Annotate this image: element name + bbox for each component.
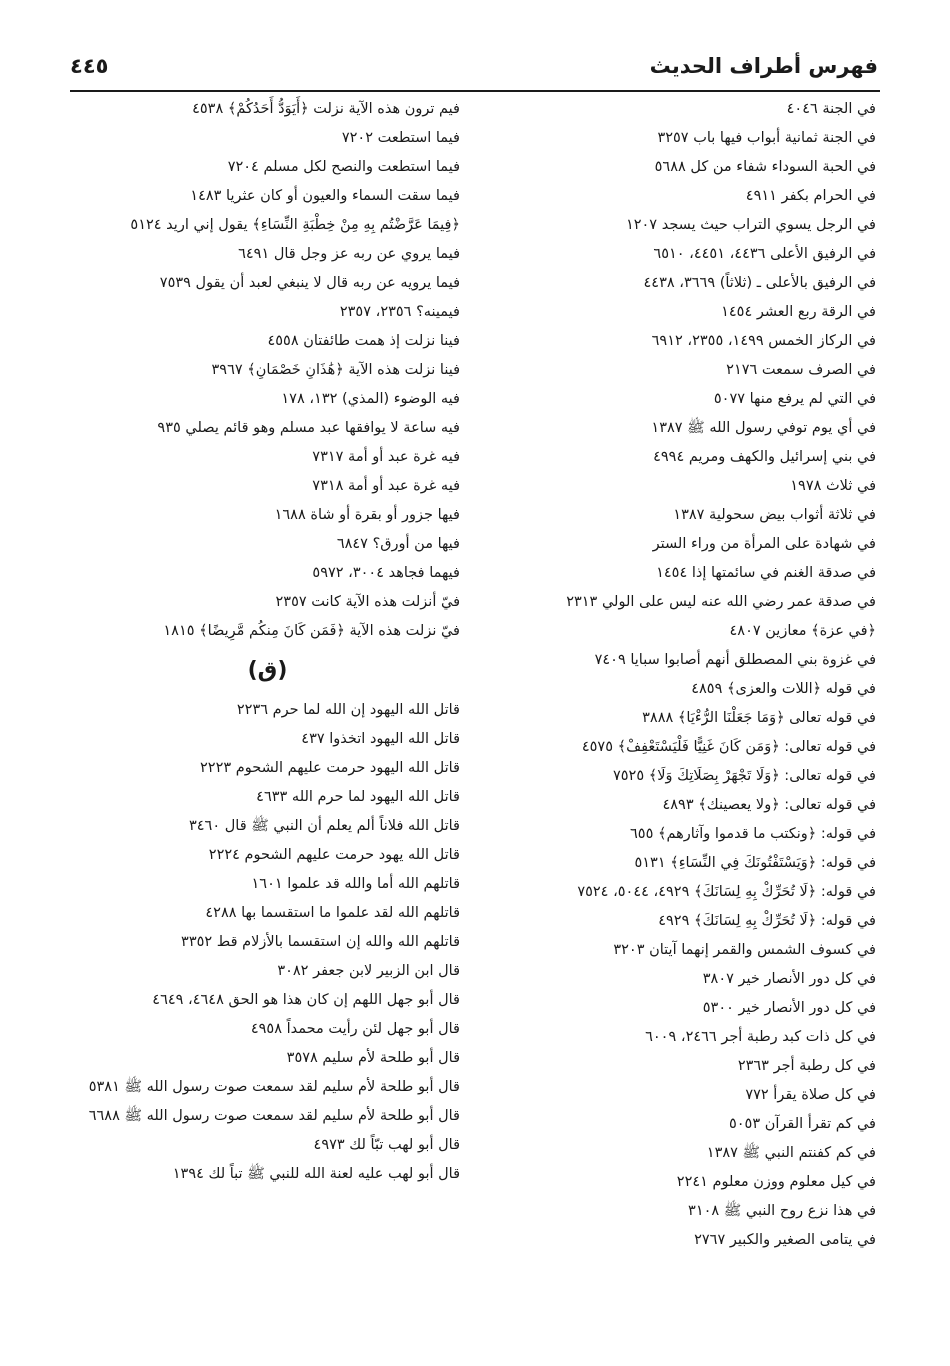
index-entry: فيها من أورق؟ ٦٨٤٧ — [336, 536, 460, 552]
index-entry: في كم كفنتم النبي ﷺ ١٣٨٧ — [706, 1145, 876, 1161]
index-entry: في كل ذات كبد رطبة أجر ٢٤٦٦، ٦٠٠٩ — [645, 1029, 876, 1045]
index-entry: في قوله تعالى ﴿وَمَا جَعَلْنَا الرُّءْيَا﴾ ٣٨٨٨ — [642, 710, 876, 726]
index-entry: قال أبو لهب عليه لعنة الله للنبي ﷺ تباً لك ١٣٩٤ — [172, 1166, 460, 1182]
page-number: ٤٤٥ — [70, 54, 109, 78]
index-entry: في يتامى الصغير والكبير ٢٧٦٧ — [694, 1232, 876, 1248]
index-entry: فيما يروي عن ربه عز وجل قال ٦٤٩١ — [238, 246, 460, 262]
index-entry: فيه الوضوء (المذي) ١٣٢، ١٧٨ — [281, 391, 460, 407]
index-entry: في التي لم يرفع منها ٥٠٧٧ — [713, 391, 876, 407]
index-entry: قال أبو لهب تبّاً لك ٤٩٧٣ — [313, 1137, 460, 1153]
index-entry: فيّ أنزلت هذه الآية كانت ٢٣٥٧ — [275, 594, 460, 610]
index-entry: في صدقة الغنم في سائمتها إذا ١٤٥٤ — [656, 565, 876, 581]
index-entry: قاتل الله اليهود حرمت عليهم الشحوم ٢٢٢٣ — [200, 760, 460, 776]
index-entry: في ثلاثة أثواب بيض سحولية ١٣٨٧ — [673, 507, 876, 523]
header-rule — [70, 90, 880, 92]
index-entry: فيما سقت السماء والعيون أو كان عثريا ١٤٨٣ — [190, 188, 460, 204]
index-entry: في الصرف سمعت ٢١٧٦ — [726, 362, 876, 378]
index-entry: في الجنة ٤٠٤٦ — [786, 101, 876, 117]
index-entry: فيما يرويه عن ربه قال لا ينبغي لعبد أن يقول ٧٥٣٩ — [159, 275, 460, 291]
index-entry: قال أبو جهل لئن رأيت محمداً ٤٩٥٨ — [250, 1021, 460, 1037]
index-entry: قاتل الله يهود حرمت عليهم الشحوم ٢٢٢٤ — [208, 847, 460, 863]
index-entry: فيما استطعت والنصح لكل مسلم ٧٢٠٤ — [227, 159, 460, 175]
index-entry: قاتلهم الله لقد علموا ما استقسما بها ٤٢٨٨ — [205, 905, 460, 921]
index-entry: في بني إسرائيل والكهف ومريم ٤٩٩٤ — [653, 449, 876, 465]
index-entry: قال أبو طلحة لأم سليم لقد سمعت صوت رسول الله ﷺ ٦٦٨٨ — [88, 1108, 460, 1124]
index-entry: في كسوف الشمس والقمر إنهما آيتان ٣٢٠٣ — [613, 942, 876, 958]
index-entry: في كل رطبة أجر ٢٣٦٣ — [737, 1058, 876, 1074]
index-entry: في قوله: ﴿لَا تُحَرِّكْ بِهِ لِسَانَكَ﴾ ٤٩٢٩ — [658, 913, 876, 929]
index-entry: فيها جزور أو بقرة أو شاة ١٦٨٨ — [274, 507, 460, 523]
index-entry: في كم تقرأ القرآن ٥٠٥٣ — [728, 1116, 876, 1132]
index-entry: في قوله تعالى: ﴿وَلَا تَجْهَرْ بِصَلَاتِكَ وَلَا﴾ ٧٥٢٥ — [612, 768, 876, 784]
right-column — [516, 95, 876, 1255]
index-entry: فيهما فجاهد ٣٠٠٤، ٥٩٧٢ — [312, 565, 460, 581]
left-column — [75, 95, 460, 1189]
index-entry: في صدقة عمر رضي الله عنه ليس على الولي ٢٣١٣ — [566, 594, 876, 610]
index-entry: فيم ترون هذه الآية نزلت ﴿أَيَوَدُّ أَحَدُكُمْ﴾ ٤٥٣٨ — [192, 101, 460, 117]
index-entry: فيما استطعت ٧٢٠٢ — [341, 130, 460, 146]
index-entry: في قوله: ﴿لَا تُحَرِّكْ بِهِ لِسَانَكَ﴾ ٤٩٢٩، ٥٠٤٤، ٧٥٢٤ — [577, 884, 876, 900]
index-entry: قال ابن الزبير لابن جعفر ٣٠٨٢ — [277, 963, 460, 979]
index-entry: في كل دور الأنصار خير ٥٣٠٠ — [702, 1000, 876, 1016]
index-entry: قاتل الله فلاناً ألم يعلم أن النبي ﷺ قال ٣٤٦٠ — [188, 818, 460, 834]
index-entry: في الرقة ربع العشر ١٤٥٤ — [721, 304, 876, 320]
index-entry: فيّ نزلت هذه الآية ﴿فَمَن كَانَ مِنكُم مَّرِيضًا﴾ ١٨١٥ — [163, 623, 460, 639]
index-entry: فيه غرة عبد أو أمة ٧٣١٨ — [312, 478, 460, 494]
index-entry: في غزوة بني المصطلق أنهم أصابوا سبايا ٧٤٠٩ — [594, 652, 876, 668]
index-entry: ﴿فِيمَا عَرَّضْتُم بِهِ مِنْ خِطْبَةِ النِّسَاءِ﴾ يقول إني اريد ٥١٢٤ — [130, 217, 460, 233]
index-entry: في كيل معلوم ووزن معلوم ٢٢٤١ — [676, 1174, 876, 1190]
index-entry: في هذا نزع روح النبي ﷺ ٣١٠٨ — [688, 1203, 876, 1219]
index-entry: في كل صلاة يقرأ ٧٧٢ — [745, 1087, 876, 1103]
index-entry: في الركاز الخمس ١٤٩٩، ٢٣٥٥، ٦٩١٢ — [651, 333, 876, 349]
index-entry: في قوله: ﴿وَيَسْتَفْتُونَكَ فِي النِّسَاءِ﴾ ٥١٣١ — [634, 855, 876, 871]
index-entry: فينا نزلت هذه الآية ﴿هَٰذَانِ خَصْمَانِ﴾ ٣٩٦٧ — [211, 362, 460, 378]
index-entry: قال أبو طلحة لأم سليم لقد سمعت صوت رسول الله ﷺ ٥٣٨١ — [88, 1079, 460, 1095]
index-entry: في قوله: ﴿ونكتب ما قدموا وآثارهم﴾ ٦٥٥ — [630, 826, 876, 842]
index-entry: في قوله تعالى: ﴿ولا يعصينك﴾ ٤٨٩٣ — [662, 797, 876, 813]
index-entry: في أي يوم توفي رسول الله ﷺ ١٣٨٧ — [651, 420, 876, 436]
index-entry: فيه ساعة لا يوافقها عبد مسلم وهو قائم يصلي ٩٣٥ — [157, 420, 460, 436]
index-entry: في ثلاث ١٩٧٨ — [790, 478, 876, 494]
index-entry: في الجنة ثمانية أبواب فيها باب ٣٢٥٧ — [657, 130, 876, 146]
index-entry: فينا نزلت إذ همت طائفتان ٤٥٥٨ — [267, 333, 460, 349]
index-entry: قاتلهم الله والله إن استقسما بالأزلام قط ٣٣٥٢ — [181, 934, 460, 950]
index-entry: فيمينه؟ ٢٣٥٦، ٢٣٥٧ — [339, 304, 460, 320]
index-entry: قاتل الله اليهود لما حرم الله ٤٦٣٣ — [256, 789, 460, 805]
index-entry: قال أبو جهل اللهم إن كان هذا هو الحق ٤٦٤٨، ٤٦٤٩ — [152, 992, 460, 1008]
index-entry: قاتل الله اليهود اتخذوا ٤٣٧ — [301, 731, 460, 747]
index-entry: فيه غرة عبد أو أمة ٧٣١٧ — [312, 449, 460, 465]
index-entry: ﴿في عزة﴾ معازين ٤٨٠٧ — [729, 623, 876, 639]
index-entry: في الحرام بكفر ٤٩١١ — [745, 188, 876, 204]
section-heading: (ق) — [247, 658, 288, 683]
index-entry: في شهادة على المرأة من وراء الستر — [652, 536, 876, 552]
index-entry: في الرفيق بالأعلى ـ (ثلاثاً) ٣٦٦٩، ٤٤٣٨ — [643, 275, 876, 291]
index-entry: في كل دور الأنصار خير ٣٨٠٧ — [702, 971, 876, 987]
index-entry: في الحبة السوداء شفاء من كل ٥٦٨٨ — [654, 159, 876, 175]
index-entry: قاتل الله اليهود إن الله لما حرم ٢٢٣٦ — [236, 702, 460, 718]
index-entry: في الرفيق الأعلى ٤٤٣٦، ٤٤٥١، ٦٥١٠ — [653, 246, 876, 262]
index-entry: في قوله تعالى: ﴿وَمَن كَانَ غَنِيًّا فَلْيَسْتَعْفِفْ﴾ ٤٥٧٥ — [581, 739, 876, 755]
page-title: فهرس أطراف الحديث — [649, 54, 878, 78]
index-entry: قال أبو طلحة لأم سليم ٣٥٧٨ — [286, 1050, 460, 1066]
index-entry: في الرجل يسوي التراب حيث يسجد ١٢٠٧ — [625, 217, 876, 233]
index-entry: قاتلهم الله أما والله قد علموا ١٦٠١ — [251, 876, 460, 892]
index-entry: في قوله ﴿اللات والعزى﴾ ٤٨٥٩ — [691, 681, 876, 697]
